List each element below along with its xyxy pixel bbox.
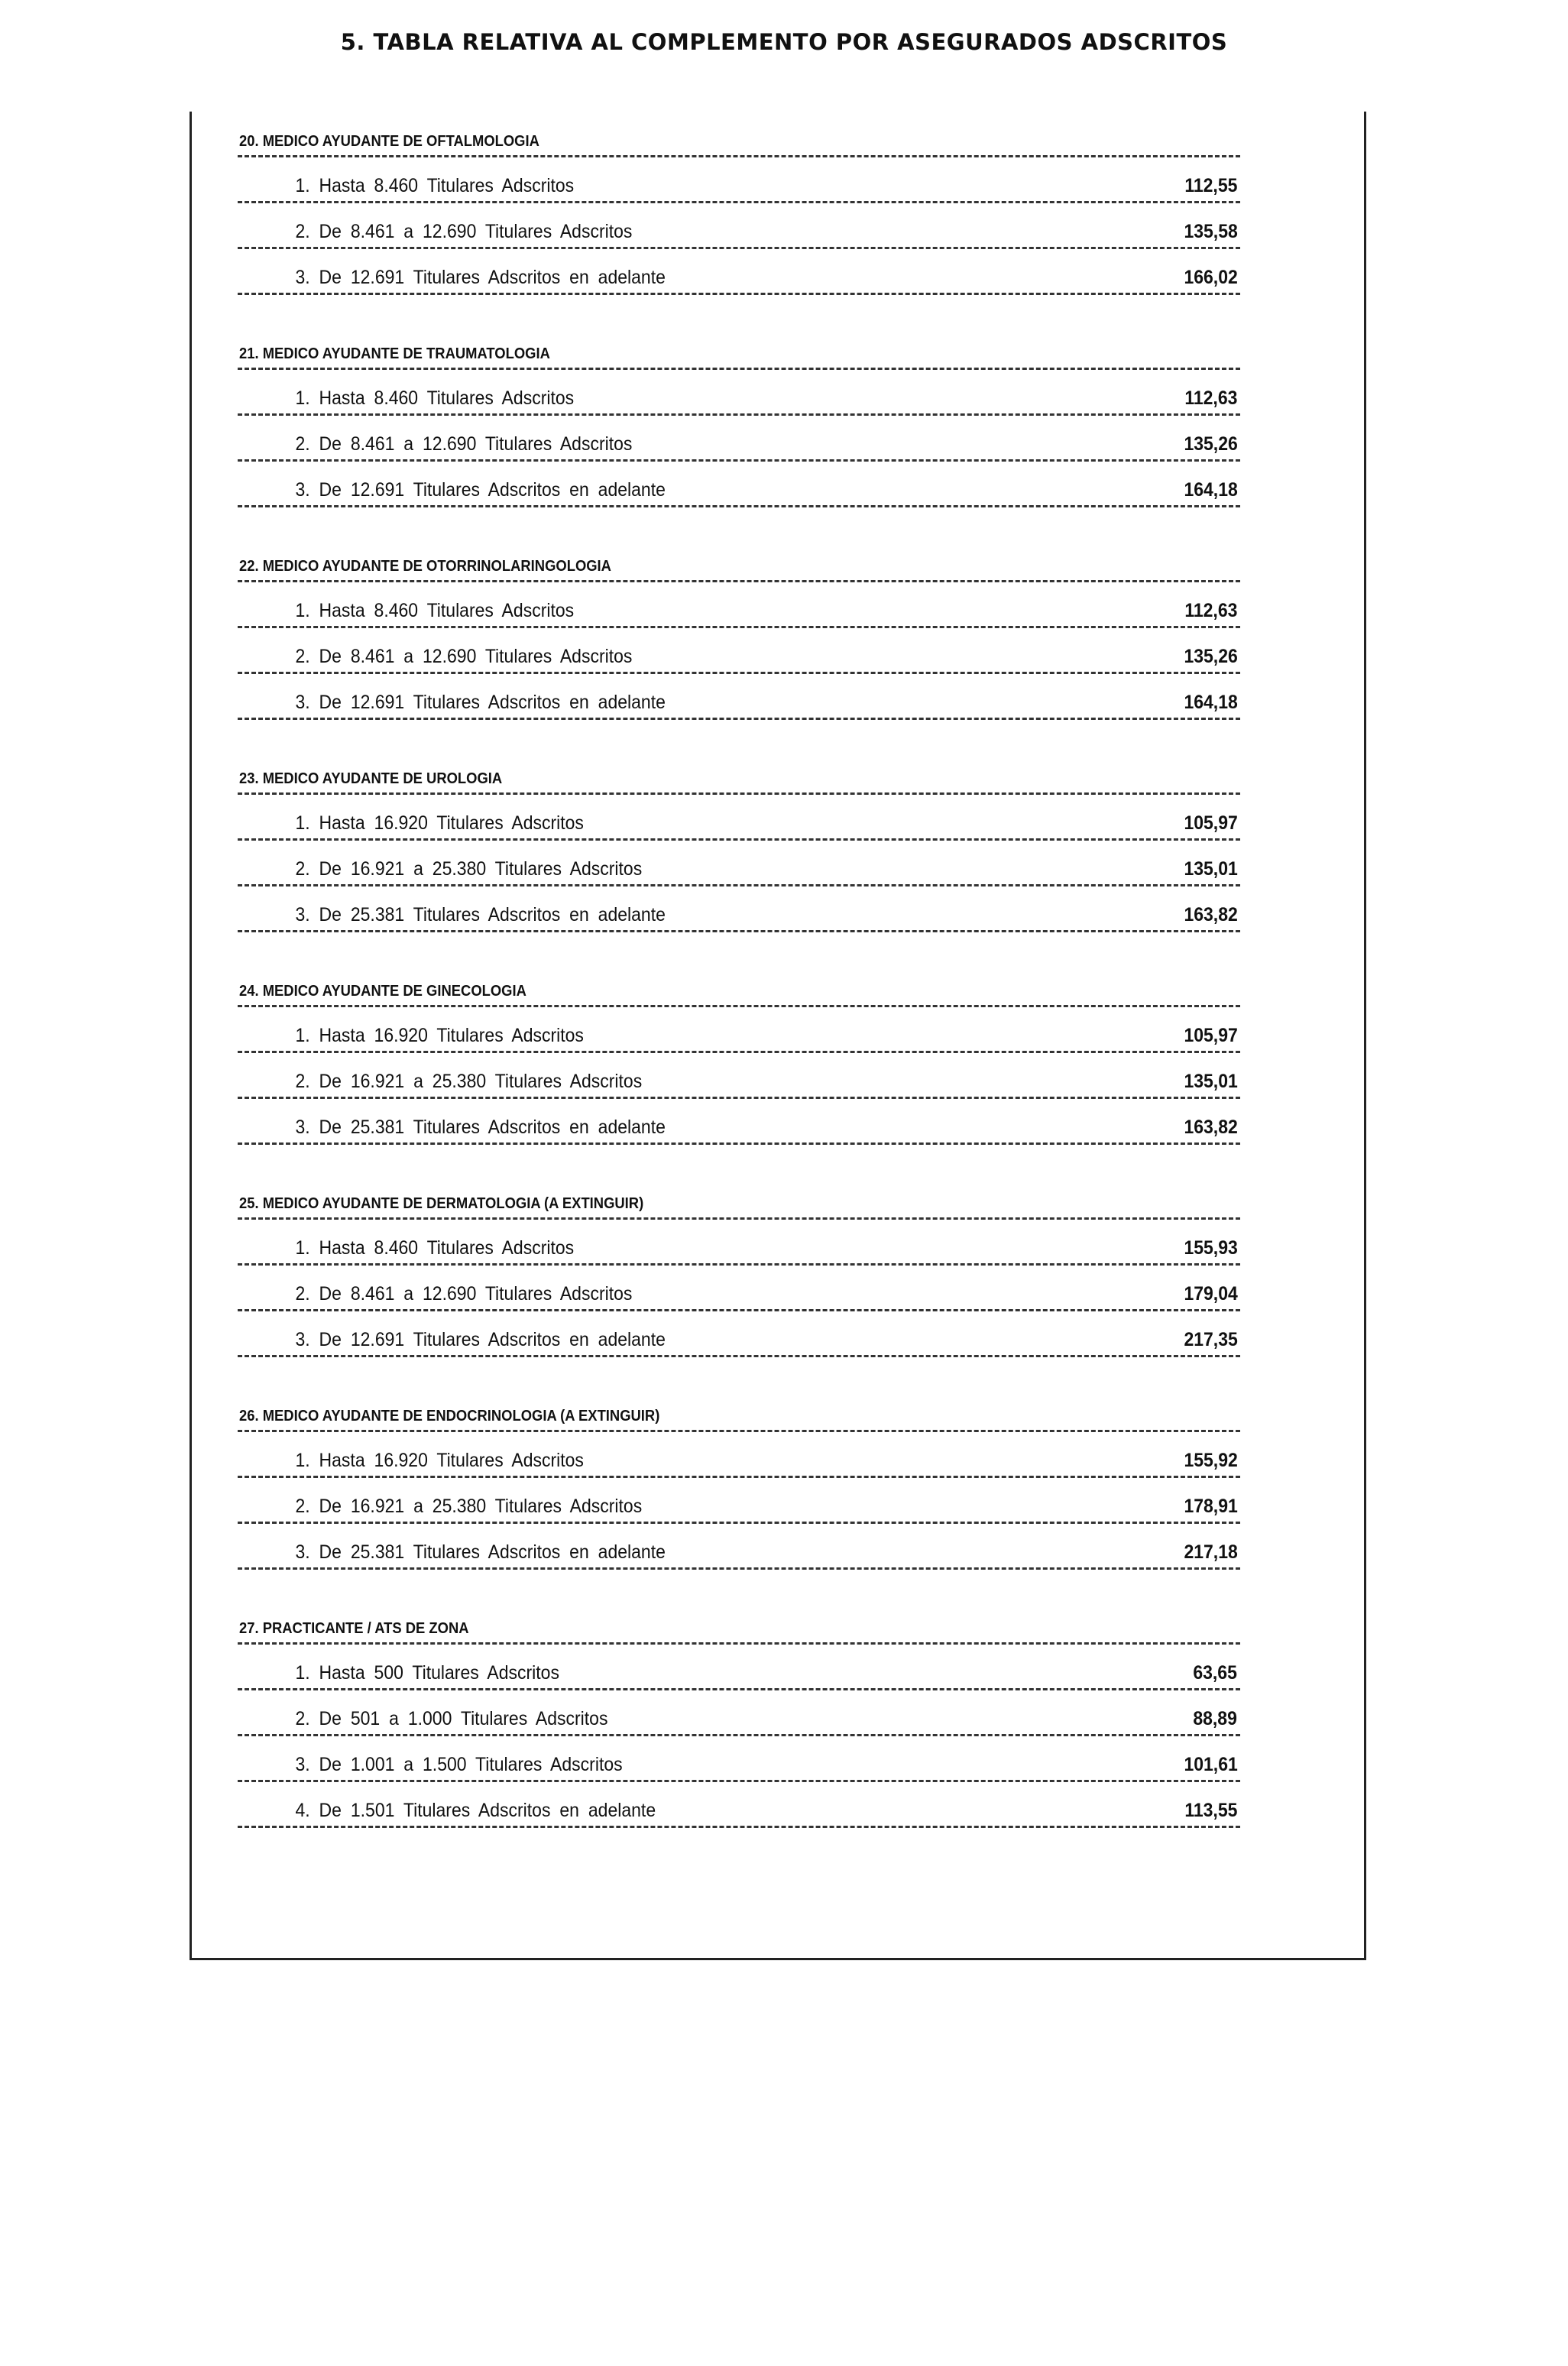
row-label: 1. Hasta 16.920 Titulares Adscritos bbox=[295, 812, 584, 834]
section-heading-text: 26. MEDICO AYUDANTE DE ENDOCRINOLOGIA (A EXTINGUIR) bbox=[239, 1408, 660, 1424]
page-title: 5. TABLA RELATIVA AL COMPLEMENTO POR ASEGURADOS ADSCRITOS bbox=[340, 29, 1228, 55]
section-heading-text: 22. MEDICO AYUDANTE DE OTORRINOLARINGOLOGIA bbox=[239, 558, 611, 575]
table-section bbox=[238, 549, 1240, 720]
table-section bbox=[238, 336, 1240, 507]
row-label: 2. De 501 a 1.000 Titulares Adscritos bbox=[295, 1708, 608, 1729]
section-heading-text: 24. MEDICO AYUDANTE DE GINECOLOGIA bbox=[239, 983, 526, 1000]
row-value: 163,82 bbox=[1183, 904, 1238, 925]
row-label: 1. Hasta 8.460 Titulares Adscritos bbox=[295, 175, 575, 196]
table-row bbox=[238, 1645, 1240, 1690]
row-label: 2. De 8.461 a 12.690 Titulares Adscritos bbox=[295, 433, 633, 455]
table-row bbox=[238, 1524, 1240, 1570]
row-value: 155,93 bbox=[1183, 1237, 1238, 1259]
table-row bbox=[238, 1220, 1240, 1266]
row-value: 155,92 bbox=[1183, 1450, 1238, 1471]
table-row bbox=[238, 1432, 1240, 1478]
row-label: 1. Hasta 16.920 Titulares Adscritos bbox=[295, 1025, 584, 1046]
row-value: 135,01 bbox=[1183, 1071, 1238, 1092]
table-row bbox=[238, 203, 1240, 249]
row-value: 179,04 bbox=[1183, 1283, 1238, 1305]
section-heading bbox=[238, 549, 1240, 582]
sections-list bbox=[238, 124, 1240, 1869]
section-heading bbox=[238, 1611, 1240, 1645]
section-heading bbox=[238, 974, 1240, 1007]
table-row bbox=[238, 795, 1240, 841]
table-row bbox=[238, 157, 1240, 203]
row-label: 3. De 25.381 Titulares Adscritos en adelante bbox=[295, 1541, 666, 1563]
row-value: 163,82 bbox=[1183, 1117, 1238, 1138]
row-label: 2. De 8.461 a 12.690 Titulares Adscritos bbox=[295, 646, 633, 667]
section-heading bbox=[238, 1186, 1240, 1220]
section-heading bbox=[238, 1399, 1240, 1432]
section-heading bbox=[238, 761, 1240, 795]
row-label: 4. De 1.501 Titulares Adscritos en adelante bbox=[295, 1800, 656, 1821]
table-row bbox=[238, 582, 1240, 628]
table-row bbox=[238, 886, 1240, 932]
row-label: 1. Hasta 8.460 Titulares Adscritos bbox=[295, 600, 575, 621]
section-heading-text: 20. MEDICO AYUDANTE DE OFTALMOLOGIA bbox=[239, 133, 539, 150]
table-row bbox=[238, 370, 1240, 416]
row-value: 178,91 bbox=[1183, 1496, 1238, 1517]
row-value: 105,97 bbox=[1183, 812, 1238, 834]
table-row bbox=[238, 674, 1240, 720]
table-section bbox=[238, 761, 1240, 932]
row-label: 3. De 25.381 Titulares Adscritos en adelante bbox=[295, 904, 666, 925]
table-row bbox=[238, 1099, 1240, 1145]
table-row bbox=[238, 628, 1240, 674]
table-row bbox=[238, 1690, 1240, 1736]
row-value: 105,97 bbox=[1183, 1025, 1238, 1046]
row-label: 3. De 1.001 a 1.500 Titulares Adscritos bbox=[295, 1754, 623, 1775]
row-value: 88,89 bbox=[1193, 1708, 1238, 1729]
table-row bbox=[238, 1736, 1240, 1782]
row-label: 3. De 12.691 Titulares Adscritos en adelante bbox=[295, 1329, 666, 1350]
row-value: 135,01 bbox=[1183, 858, 1238, 880]
table-row bbox=[238, 462, 1240, 507]
row-label: 2. De 8.461 a 12.690 Titulares Adscritos bbox=[295, 1283, 633, 1305]
row-label: 1. Hasta 8.460 Titulares Adscritos bbox=[295, 1237, 575, 1259]
row-label: 1. Hasta 500 Titulares Adscritos bbox=[295, 1662, 559, 1684]
row-value: 164,18 bbox=[1183, 479, 1238, 501]
table-row bbox=[238, 416, 1240, 462]
row-value: 217,18 bbox=[1183, 1541, 1238, 1563]
table-section bbox=[238, 1611, 1240, 1828]
row-label: 3. De 12.691 Titulares Adscritos en adelante bbox=[295, 692, 666, 713]
table-row bbox=[238, 1478, 1240, 1524]
section-heading-text: 25. MEDICO AYUDANTE DE DERMATOLOGIA (A EXTINGUIR) bbox=[239, 1195, 644, 1212]
section-heading-text: 27. PRACTICANTE / ATS DE ZONA bbox=[239, 1620, 469, 1637]
table-row bbox=[238, 841, 1240, 886]
table-row bbox=[238, 1311, 1240, 1357]
section-heading-text: 21. MEDICO AYUDANTE DE TRAUMATOLOGIA bbox=[239, 345, 550, 362]
row-value: 113,55 bbox=[1184, 1800, 1238, 1821]
table-section bbox=[238, 974, 1240, 1145]
row-label: 2. De 16.921 a 25.380 Titulares Adscritos bbox=[295, 1071, 643, 1092]
section-heading bbox=[238, 336, 1240, 370]
row-label: 2. De 8.461 a 12.690 Titulares Adscritos bbox=[295, 221, 633, 242]
row-value: 135,26 bbox=[1183, 433, 1238, 455]
table-row bbox=[238, 249, 1240, 295]
table-frame bbox=[190, 112, 1366, 1960]
row-value: 112,63 bbox=[1184, 600, 1238, 621]
table-section bbox=[238, 124, 1240, 295]
row-value: 101,61 bbox=[1183, 1754, 1238, 1775]
table-section bbox=[238, 1186, 1240, 1357]
row-label: 2. De 16.921 a 25.380 Titulares Adscritos bbox=[295, 1496, 643, 1517]
row-label: 3. De 25.381 Titulares Adscritos en adelante bbox=[295, 1117, 666, 1138]
row-label: 1. Hasta 16.920 Titulares Adscritos bbox=[295, 1450, 584, 1471]
row-value: 217,35 bbox=[1183, 1329, 1238, 1350]
table-row bbox=[238, 1266, 1240, 1311]
table-row bbox=[238, 1053, 1240, 1099]
row-label: 3. De 12.691 Titulares Adscritos en adelante bbox=[295, 479, 666, 501]
row-label: 2. De 16.921 a 25.380 Titulares Adscritos bbox=[295, 858, 643, 880]
row-value: 135,26 bbox=[1183, 646, 1238, 667]
section-heading bbox=[238, 124, 1240, 157]
row-value: 166,02 bbox=[1183, 267, 1238, 288]
row-value: 135,58 bbox=[1183, 221, 1238, 242]
table-row bbox=[238, 1782, 1240, 1828]
row-value: 112,55 bbox=[1184, 175, 1238, 196]
row-value: 63,65 bbox=[1193, 1662, 1238, 1684]
table-section bbox=[238, 1399, 1240, 1570]
row-value: 112,63 bbox=[1184, 387, 1238, 409]
row-label: 1. Hasta 8.460 Titulares Adscritos bbox=[295, 387, 575, 409]
row-value: 164,18 bbox=[1183, 692, 1238, 713]
section-heading-text: 23. MEDICO AYUDANTE DE UROLOGIA bbox=[239, 770, 503, 787]
row-label: 3. De 12.691 Titulares Adscritos en adelante bbox=[295, 267, 666, 288]
table-row bbox=[238, 1007, 1240, 1053]
